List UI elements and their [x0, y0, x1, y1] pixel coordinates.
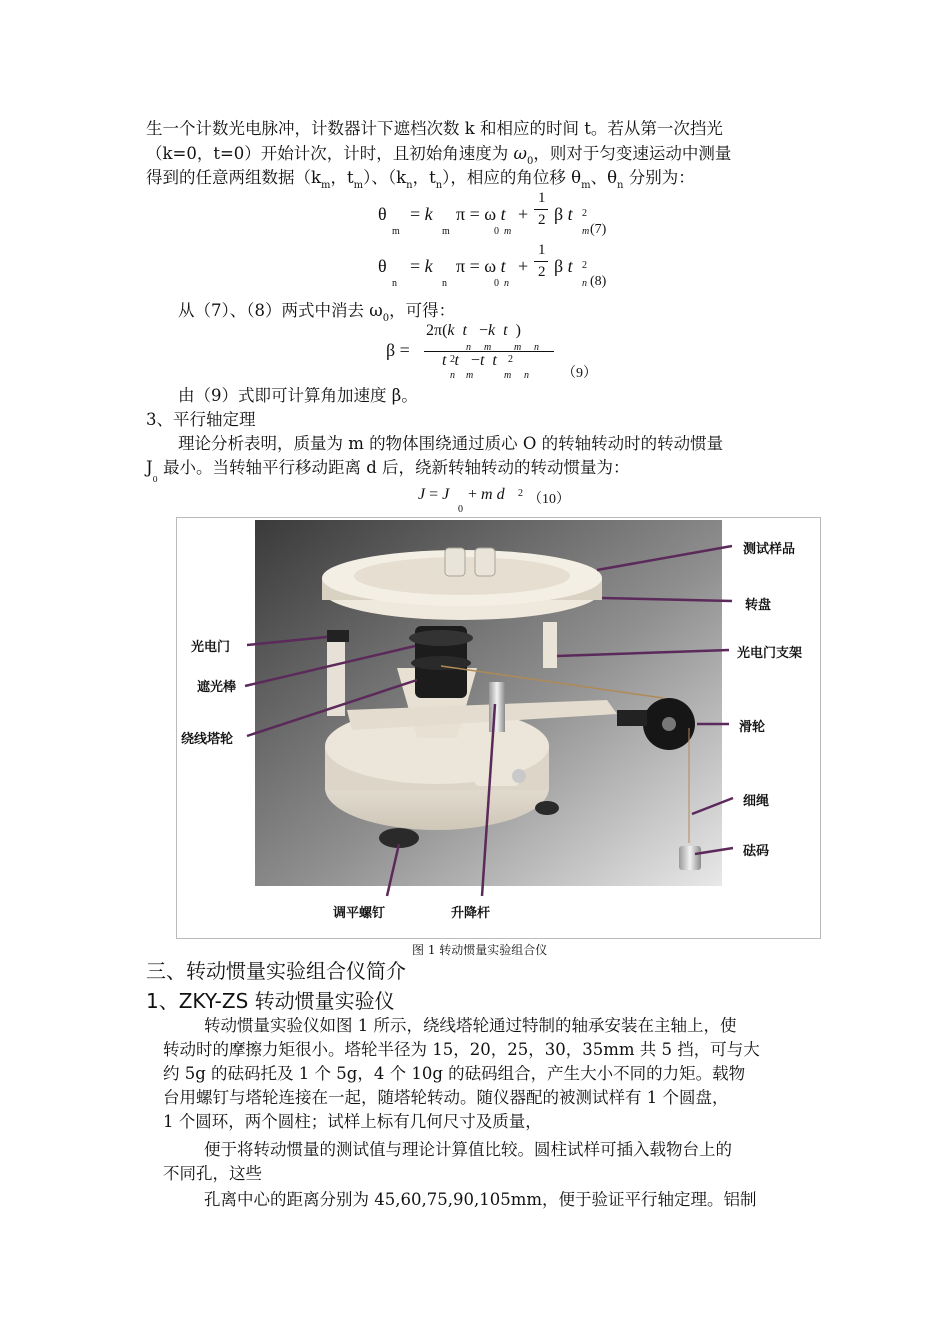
text: ，则对于匀变速运动中测量 [533, 144, 732, 163]
pulley-holder [617, 710, 647, 726]
subscript: 0 [527, 156, 534, 167]
knob-shape [512, 769, 526, 783]
text: 、θ [590, 168, 618, 187]
equation-8: θ n = k n π = ω t 0 n + 1 2 β t 2 n (8) [378, 242, 607, 289]
intro-line3: 约 5g 的砝码托及 1 个 5g，4 个 10g 的砝码组合，产生大小不同的力矩。载物 [163, 1064, 746, 1083]
text: 得到的任意两组数据（k [146, 168, 321, 187]
subscript: 0 [382, 313, 390, 324]
subscript: n [406, 180, 413, 191]
equation-7: θ m = k m π = ω t 0 m + 1 2 β t 2 m (7) [378, 190, 607, 237]
foot-shape [535, 801, 559, 815]
after-eq9-line: 由（9）式即可计算角加速度 β。 [178, 386, 418, 405]
lift-rod-shape [489, 682, 505, 740]
figure-caption: 图 1 转动惯量实验组合仪 [412, 943, 548, 957]
text: 最小。当转轴平行移动距离 d 后，绕新转轴转动的转动惯量为： [157, 458, 630, 477]
callout-lift-rod: 升降杆 [451, 906, 491, 921]
text: 分别为： [623, 168, 695, 187]
text: J [146, 458, 153, 477]
callout-shade-rod: 遮光棒 [197, 680, 237, 695]
intro-line1: 转动惯量实验仪如图 1 所示，绕线塔轮通过特制的轴承安装在主轴上，使 [204, 1016, 737, 1035]
subscript: m [321, 180, 331, 191]
subscript: n [617, 180, 624, 191]
callout-turntable: 转盘 [745, 598, 772, 613]
apparatus-photo [177, 518, 820, 938]
section-3-heading: 3、平行轴定理 [146, 410, 256, 429]
tower-wheel-ring [409, 630, 473, 646]
weight-shape [679, 846, 701, 870]
sample-cylinder-shape [475, 548, 495, 576]
equation-number: （9） [562, 366, 597, 381]
callout-weight: 砝码 [743, 844, 770, 859]
tower-wheel-ring [411, 656, 471, 670]
figure-1 [176, 517, 821, 939]
equation-number: (8) [590, 274, 607, 289]
sample-cylinder-shape [445, 548, 465, 576]
photogate-shape [327, 630, 349, 642]
callout-string: 细绳 [743, 794, 770, 809]
callout-leveling-screw: 调平螺钉 [333, 906, 386, 921]
callout-photogate: 光电门 [191, 640, 231, 655]
section-heading-3-1: 1、ZKY-ZS 转动惯量实验仪 [146, 989, 395, 1013]
equation-number: （10） [528, 492, 570, 507]
photogate-bracket-right [543, 622, 557, 668]
text: ）、（k [363, 168, 407, 187]
callout-pulley: 滑轮 [739, 720, 766, 735]
intro-line6: 便于将转动惯量的测试值与理论计算值比较。圆柱试样可插入载物台上的 [204, 1140, 732, 1159]
para1-line3 [146, 166, 695, 193]
parallel-line1: 理论分析表明，质量为 m 的物体围绕通过质心 O 的转轴转动时的转动惯量 [178, 434, 724, 453]
pulley-hub [662, 717, 676, 731]
parallel-line2 [146, 456, 630, 483]
callout-sample: 测试样品 [743, 542, 796, 557]
subscript: m [353, 180, 364, 191]
subscript: m [581, 180, 591, 191]
section-heading-3: 三、转动惯量实验组合仪简介 [146, 959, 406, 983]
subscript: 0 [152, 475, 158, 484]
para1-line2 [146, 142, 731, 169]
text: （k=0，t=0）开始计次，计时，且初始角速度为 [146, 144, 514, 163]
intro-line4: 台用螺钉与塔轮连接在一起，随塔轮转动。随仪器配的被测试样有 1 个圆盘， [163, 1088, 729, 1107]
intro-line2: 转动时的摩擦力矩很小。塔轮半径为 15，20，25，30，35mm 共 5 挡，可与大 [163, 1040, 760, 1059]
text: ，t [330, 168, 354, 187]
intro-line5: 1 个圆环，两个圆柱；试样上标有几何尺寸及质量， [163, 1112, 542, 1131]
intro-line7: 不同孔，这些 [163, 1164, 262, 1183]
text: 从（7）、（8）两式中消去 ω [178, 301, 383, 320]
callout-photogate-bracket: 光电门支架 [737, 646, 803, 661]
text: ，t [412, 168, 436, 187]
equation-9: β = 2π(k t −k t ) n m m n t t −t t 2 n m 2 m n （9） [386, 322, 597, 381]
text: ，可得： [389, 301, 456, 320]
para1-line1: 生一个计数光电脉冲，计数器计下遮档次数 k 和相应的时间 t。若从第一次挡光 [146, 119, 723, 138]
omega-symbol: ω [513, 144, 527, 163]
text: ），相应的角位移 θ [442, 168, 582, 187]
equation-10: J = J 0 + m d 2 （10） [418, 486, 570, 515]
intro-line8: 孔离中心的距离分别为 45,60,75,90,105mm，便于验证平行轴定理。铝制 [204, 1190, 757, 1209]
subscript: n [435, 180, 443, 191]
callout-tower-wheel: 绕线塔轮 [181, 732, 234, 747]
equation-number: (7) [590, 222, 607, 237]
